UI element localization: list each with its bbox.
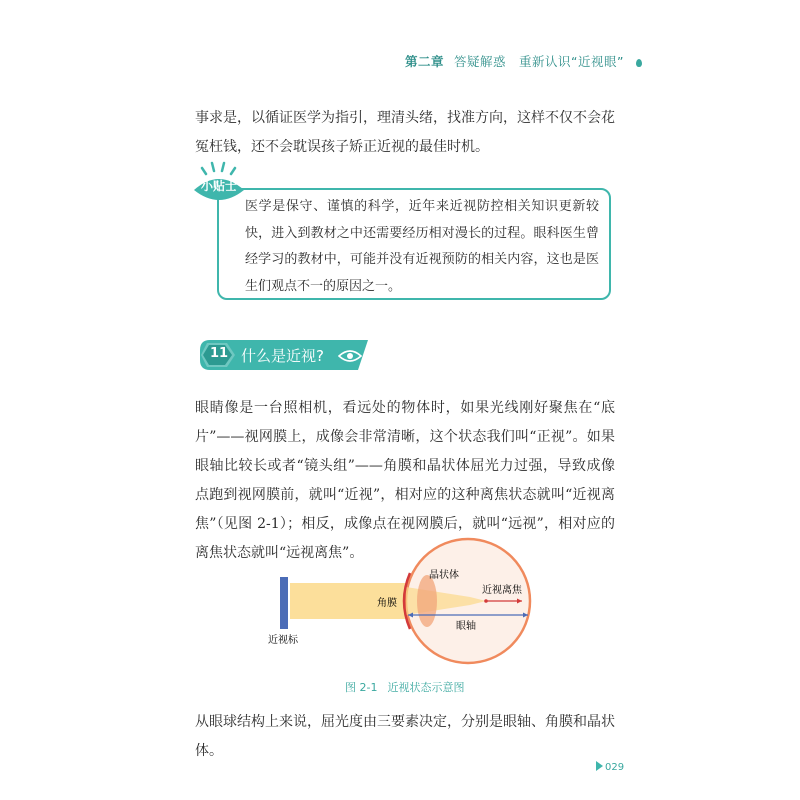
closing-paragraph: 从眼球结构上来说，屈光度由三要素决定，分别是眼轴、角膜和晶状体。 [195,714,615,759]
body-paragraph: 眼睛像是一台照相机，看远处的物体时，如果光线刚好聚焦在“底片”——视网膜上，成像会非常清晰，这个状态我们叫“正视”。如果眼轴比较长或者“镜头组”——角膜和晶状体屈光力过强，导致成像点跑到视网膜前，就叫“近视”，相对应的这种离焦状态就叫“近视离焦”（见图 2-1）；相反，成像点在视网膜后，就叫“远视”，相对应的离焦状态就叫“远视离焦”。 [195,400,615,561]
label-target: 近视标 [268,635,298,646]
page-number-text: 029 [605,762,625,773]
label-axis: 眼轴 [456,621,476,632]
label-cornea: 角膜 [377,598,397,609]
section-title: 什么是近视? [241,347,324,365]
droplet-icon [636,59,642,67]
myopia-diagram [260,535,550,670]
figure-caption [345,679,464,695]
lens [417,575,437,627]
header-chapter: 第二章 [405,54,445,69]
header-title: 答疑解惑 重新认识“近视眼” [454,54,624,69]
page-number [596,761,624,773]
label-lens: 晶状体 [429,570,459,581]
tip-text: 医学是保守、谨慎的科学，近年来近视防控相关知识更新较快，进入到教材之中还需要经历相对漫长的过程。眼科医生曾经学习的教材中，可能并没有近视预防的相关内容，这也是医生们观点不一的原因之一。 [245,199,599,294]
intro-paragraph: 事求是，以循证医学为指引，理清头绪，找准方向，这样不仅不会花冤枉钱，还不会耽误孩子矫正近视的最佳时机。 [195,110,615,155]
eye-outline-icon [338,348,362,364]
running-header [405,52,642,70]
tip-label: 小贴士 [200,179,237,193]
section-number: 11 [209,346,229,361]
figure-number: 图 2-1 [345,681,378,694]
figure-title: 近视状态示意图 [387,681,465,694]
label-myopic-defocus: 近视离焦 [482,585,522,596]
triangle-icon [596,761,603,771]
target-bar [280,577,288,629]
